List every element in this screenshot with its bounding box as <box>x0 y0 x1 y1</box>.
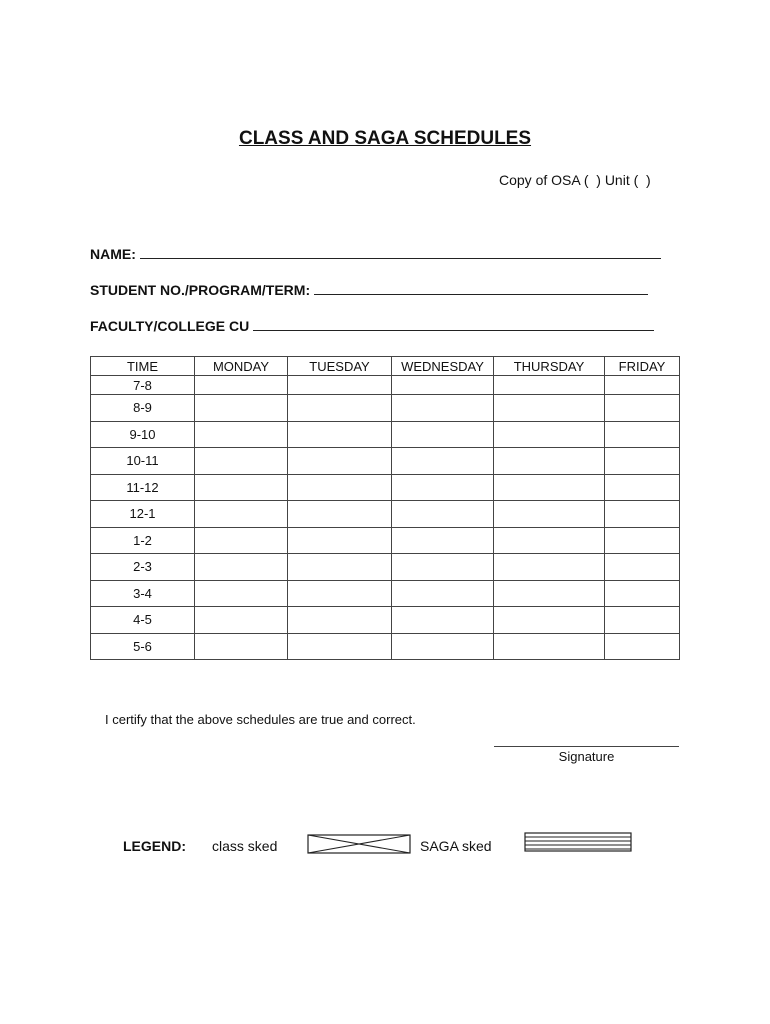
schedule-cell-friday[interactable] <box>605 554 680 581</box>
schedule-cell-tuesday[interactable] <box>288 607 392 634</box>
schedule-cell-thursday[interactable] <box>494 580 605 607</box>
schedule-cell-thursday[interactable] <box>494 527 605 554</box>
header-time: TIME <box>91 357 195 376</box>
schedule-cell-friday[interactable] <box>605 448 680 475</box>
time-slot-cell: 8-9 <box>91 395 195 422</box>
name-blank-line[interactable] <box>140 244 661 259</box>
schedule-cell-monday[interactable] <box>195 633 288 660</box>
time-slot-cell: 4-5 <box>91 607 195 634</box>
schedule-cell-monday[interactable] <box>195 501 288 528</box>
schedule-cell-friday[interactable] <box>605 633 680 660</box>
schedule-cell-thursday[interactable] <box>494 554 605 581</box>
schedule-cell-monday[interactable] <box>195 554 288 581</box>
schedule-cell-friday[interactable] <box>605 527 680 554</box>
copy-of-osa-unit: Copy of OSA ( ) Unit ( ) <box>499 172 651 188</box>
header-monday: MONDAY <box>195 357 288 376</box>
header-friday: FRIDAY <box>605 357 680 376</box>
schedule-cell-thursday[interactable] <box>494 607 605 634</box>
table-row <box>91 527 680 554</box>
header-wednesday: WEDNESDAY <box>392 357 494 376</box>
schedule-cell-wednesday[interactable] <box>392 633 494 660</box>
schedule-body <box>91 376 680 660</box>
schedule-cell-tuesday[interactable] <box>288 527 392 554</box>
saga-sked-lines-swatch <box>524 831 634 855</box>
schedule-cell-tuesday[interactable] <box>288 474 392 501</box>
student-program-term-label: STUDENT NO./PROGRAM/TERM: <box>90 282 311 298</box>
schedule-cell-thursday[interactable] <box>494 448 605 475</box>
schedule-cell-tuesday[interactable] <box>288 395 392 422</box>
legend-label: LEGEND: <box>123 838 186 854</box>
schedule-cell-thursday[interactable] <box>494 421 605 448</box>
schedule-cell-monday[interactable] <box>195 395 288 422</box>
time-slot-cell: 9-10 <box>91 421 195 448</box>
class-sked-crosshatch-swatch <box>307 833 413 855</box>
table-row <box>91 448 680 475</box>
schedule-header-row <box>91 357 680 376</box>
schedule-table <box>90 356 680 660</box>
header-thursday: THURSDAY <box>494 357 605 376</box>
schedule-cell-friday[interactable] <box>605 607 680 634</box>
faculty-college-field <box>90 316 654 334</box>
time-slot-cell: 7-8 <box>91 376 195 395</box>
time-slot-cell: 1-2 <box>91 527 195 554</box>
schedule-cell-thursday[interactable] <box>494 376 605 395</box>
legend-saga-sked-label: SAGA sked <box>420 838 492 854</box>
schedule-cell-wednesday[interactable] <box>392 448 494 475</box>
schedule-cell-friday[interactable] <box>605 580 680 607</box>
schedule-cell-friday[interactable] <box>605 395 680 422</box>
schedule-cell-monday[interactable] <box>195 448 288 475</box>
table-row <box>91 580 680 607</box>
schedule-cell-wednesday[interactable] <box>392 395 494 422</box>
table-row <box>91 607 680 634</box>
legend-class-sked-label: class sked <box>212 838 278 854</box>
schedule-cell-thursday[interactable] <box>494 474 605 501</box>
faculty-college-blank-line[interactable] <box>253 316 654 331</box>
certification-statement: I certify that the above schedules are true and correct. <box>105 712 416 727</box>
time-slot-cell: 5-6 <box>91 633 195 660</box>
schedule-cell-wednesday[interactable] <box>392 527 494 554</box>
table-row <box>91 421 680 448</box>
schedule-cell-monday[interactable] <box>195 376 288 395</box>
schedule-cell-monday[interactable] <box>195 580 288 607</box>
schedule-cell-tuesday[interactable] <box>288 633 392 660</box>
schedule-cell-friday[interactable] <box>605 501 680 528</box>
schedule-cell-tuesday[interactable] <box>288 580 392 607</box>
schedule-cell-wednesday[interactable] <box>392 554 494 581</box>
schedule-cell-friday[interactable] <box>605 474 680 501</box>
schedule-cell-wednesday[interactable] <box>392 607 494 634</box>
name-field <box>90 244 661 262</box>
schedule-cell-tuesday[interactable] <box>288 448 392 475</box>
schedule-cell-tuesday[interactable] <box>288 501 392 528</box>
schedule-cell-friday[interactable] <box>605 421 680 448</box>
schedule-cell-wednesday[interactable] <box>392 474 494 501</box>
schedule-cell-tuesday[interactable] <box>288 421 392 448</box>
table-row <box>91 501 680 528</box>
time-slot-cell: 3-4 <box>91 580 195 607</box>
schedule-cell-friday[interactable] <box>605 376 680 395</box>
student-program-term-blank-line[interactable] <box>314 280 648 295</box>
signature-label: Signature <box>558 749 615 764</box>
time-slot-cell: 10-11 <box>91 448 195 475</box>
student-program-term-field <box>90 280 648 298</box>
schedule-cell-tuesday[interactable] <box>288 376 392 395</box>
schedule-cell-wednesday[interactable] <box>392 580 494 607</box>
schedule-cell-thursday[interactable] <box>494 501 605 528</box>
table-row <box>91 376 680 395</box>
table-row <box>91 633 680 660</box>
form-title: CLASS AND SAGA SCHEDULES <box>238 128 532 149</box>
schedule-cell-thursday[interactable] <box>494 633 605 660</box>
schedule-cell-monday[interactable] <box>195 421 288 448</box>
table-row <box>91 395 680 422</box>
signature-line[interactable] <box>494 746 679 747</box>
schedule-cell-wednesday[interactable] <box>392 376 494 395</box>
name-label: NAME: <box>90 246 136 262</box>
schedule-cell-monday[interactable] <box>195 474 288 501</box>
header-tuesday: TUESDAY <box>288 357 392 376</box>
schedule-cell-monday[interactable] <box>195 527 288 554</box>
schedule-cell-monday[interactable] <box>195 607 288 634</box>
schedule-cell-wednesday[interactable] <box>392 421 494 448</box>
schedule-cell-tuesday[interactable] <box>288 554 392 581</box>
schedule-cell-thursday[interactable] <box>494 395 605 422</box>
table-row <box>91 474 680 501</box>
time-slot-cell: 12-1 <box>91 501 195 528</box>
time-slot-cell: 11-12 <box>91 474 195 501</box>
table-row <box>91 554 680 581</box>
faculty-college-label: FACULTY/COLLEGE CU <box>90 318 250 334</box>
schedule-cell-wednesday[interactable] <box>392 501 494 528</box>
time-slot-cell: 2-3 <box>91 554 195 581</box>
